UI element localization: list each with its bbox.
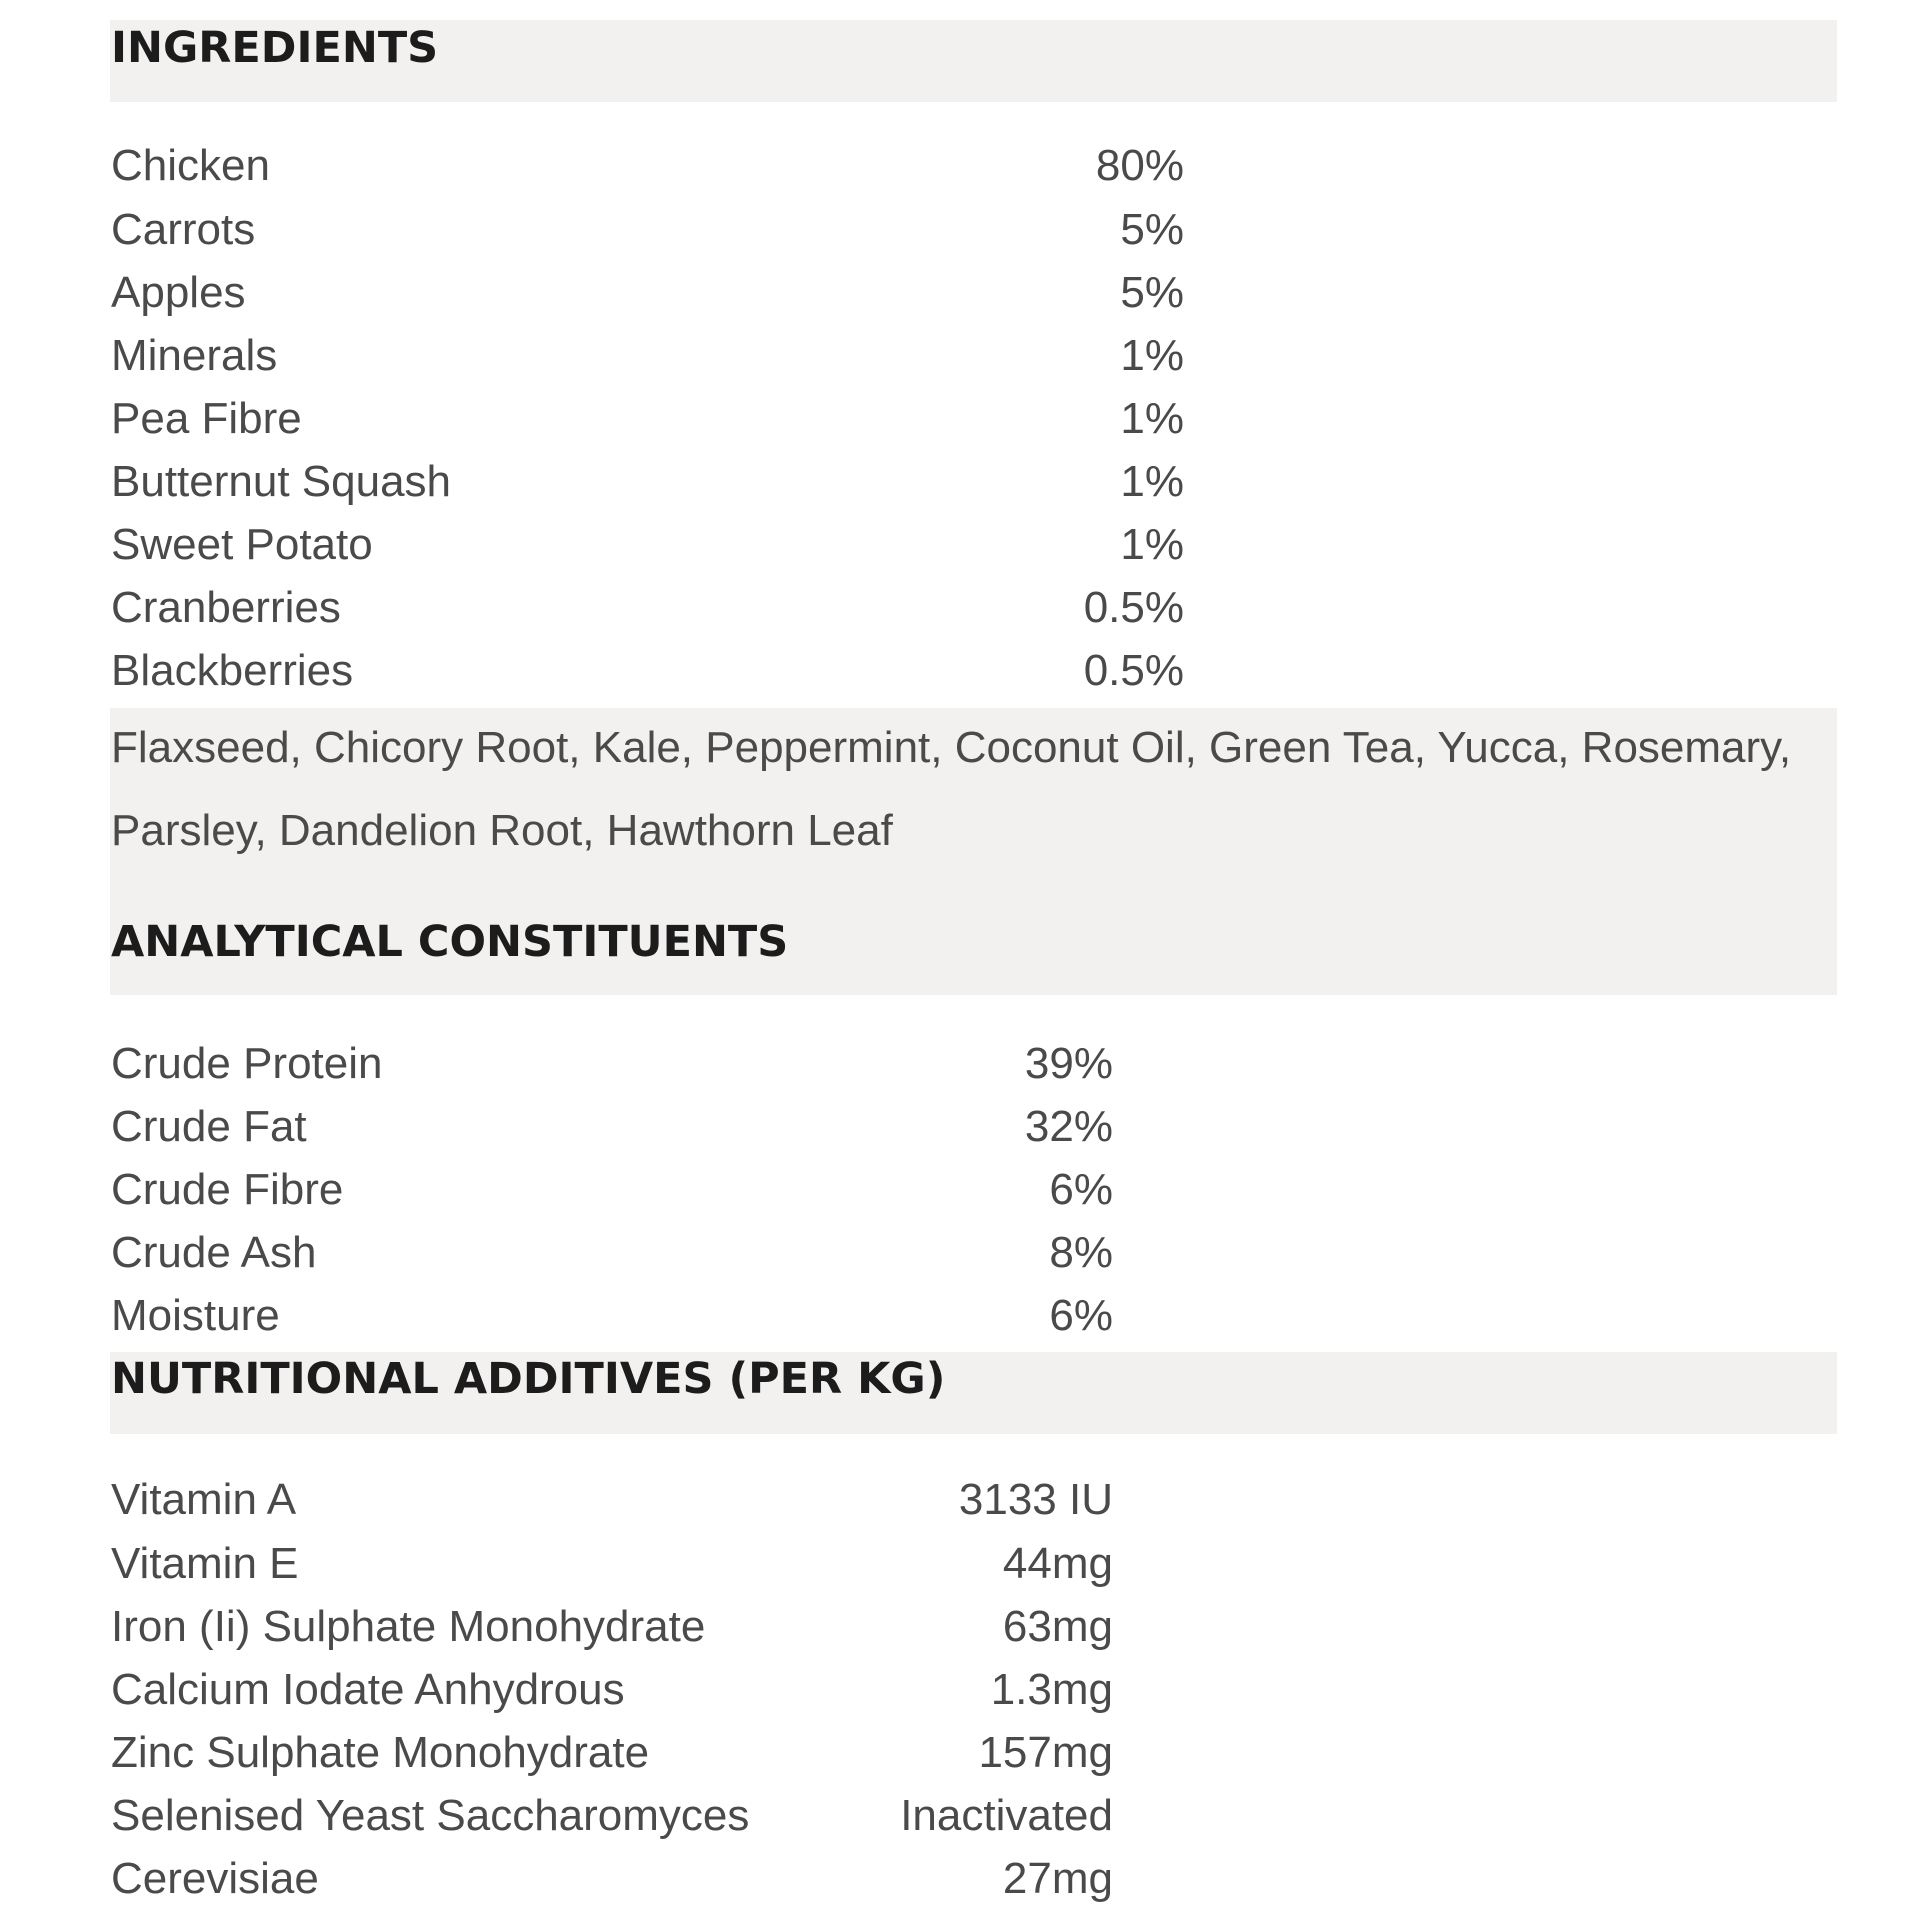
constituent-name: Moisture [111,1291,280,1340]
ingredient-name: Cranberries [111,583,341,632]
ingredient-row [111,517,1184,573]
additive-row [111,1788,1113,1844]
constituent-row [111,1162,1113,1218]
ingredient-value: 0.5% [1083,646,1184,695]
ingredient-row [111,580,1184,636]
additive-row [111,1536,1113,1592]
ingredients-heading: INGREDIENTS [111,23,439,73]
additive-value: 63mg [1002,1602,1113,1651]
additive-row [111,1662,1113,1718]
additive-value: 1.3mg [990,1665,1113,1714]
ingredient-value: 80% [1095,141,1184,190]
additive-name: Calcium Iodate Anhydrous [111,1665,625,1714]
constituent-name: Crude Protein [111,1039,383,1088]
additive-value: Inactivated [900,1791,1113,1840]
constituent-value: 8% [1049,1228,1113,1277]
constituent-name: Crude Fat [111,1102,307,1151]
ingredient-name: Pea Fibre [111,394,302,443]
ingredient-value: 5% [1120,205,1184,254]
constituent-value: 6% [1049,1165,1113,1214]
ingredient-name: Minerals [111,331,278,380]
ingredient-name: Carrots [111,205,256,254]
additive-row [111,1851,1113,1907]
ingredient-value: 1% [1120,394,1184,443]
constituent-row [111,1036,1113,1092]
analytical-heading: ANALYTICAL CONSTITUENTS [111,917,789,967]
additive-row [111,1725,1113,1781]
ingredient-name: Apples [111,268,246,317]
constituent-name: Crude Ash [111,1228,317,1277]
constituent-row [111,1099,1113,1155]
constituent-row [111,1288,1113,1344]
ingredient-row [111,328,1184,384]
constituent-name: Crude Fibre [111,1165,344,1214]
ingredient-value: 1% [1120,457,1184,506]
constituent-value: 6% [1049,1291,1113,1340]
additive-name: Zinc Sulphate Monohydrate [111,1728,650,1777]
additive-name: Selenised Yeast Saccharomyces [111,1791,750,1840]
ingredient-row [111,138,1184,194]
ingredient-name: Sweet Potato [111,520,373,569]
ingredient-name: Butternut Squash [111,457,452,506]
additive-row [111,1599,1113,1655]
ingredient-row [111,265,1184,321]
additive-name: Vitamin E [111,1539,299,1588]
additive-name: Vitamin A [111,1475,297,1524]
additive-name: Iron (Ii) Sulphate Monohydrate [111,1602,706,1651]
additive-value: 27mg [1002,1854,1113,1903]
ingredient-value: 0.5% [1083,583,1184,632]
constituent-row [111,1225,1113,1281]
ingredient-name: Blackberries [111,646,354,695]
ingredient-value: 1% [1120,331,1184,380]
ingredient-name: Chicken [111,141,270,190]
constituent-value: 39% [1024,1039,1113,1088]
additive-value: 157mg [978,1728,1113,1777]
ingredient-row [111,643,1184,699]
ingredient-value: 1% [1120,520,1184,569]
additive-name: Cerevisiae [111,1854,319,1903]
additive-value: 3133 IU [958,1475,1113,1524]
constituent-value: 32% [1024,1102,1113,1151]
additive-value: 44mg [1002,1539,1113,1588]
ingredient-row [111,454,1184,510]
ingredient-row [111,391,1184,447]
additives-heading: NUTRITIONAL ADDITIVES (PER KG) [111,1354,946,1404]
other-ingredients-text: Flaxseed, Chicory Root, Kale, Peppermint, Coconut Oil, Green Tea, Yucca, Rosemary, Parsley, Dandelion Root, Hawthorn Leaf [111,723,1792,855]
additive-row [111,1472,1113,1528]
ingredient-value: 5% [1120,268,1184,317]
ingredient-row [111,202,1184,258]
